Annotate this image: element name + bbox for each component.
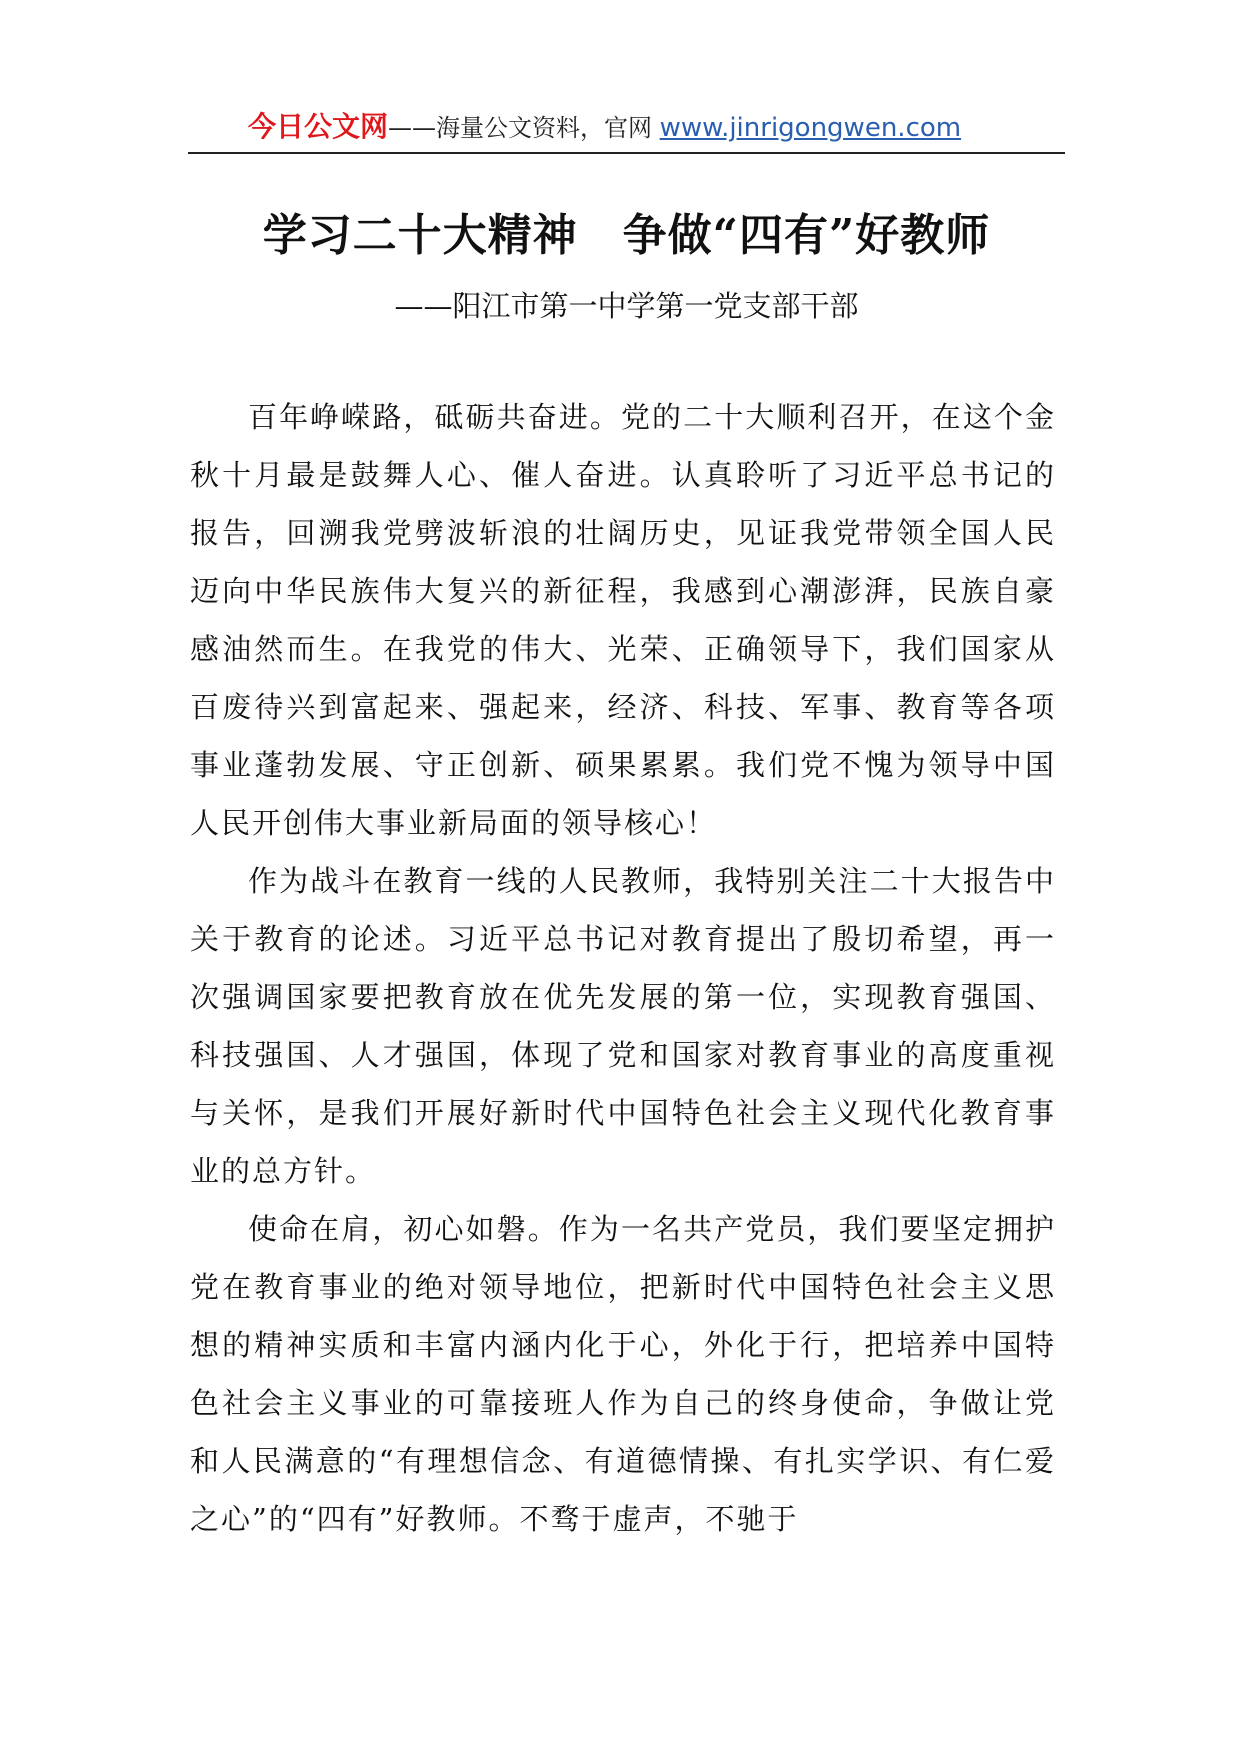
document-body [190, 388, 1056, 1548]
paragraph-2: 作为战斗在教育一线的人民教师，我特别关注二十大报告中关于教育的论述。习近平总书记对教育提出了殷切希望，再一次强调国家要把教育放在优先发展的第一位，实现教育强国、科技强国、人才强国，体现了党和国家对教育事业的高度重视与关怀，是我们开展好新时代中国特色社会主义现代化教育事业的总方针。 [190, 864, 1056, 1188]
document-subtitle: ——阳江市第一中学第一党支部干部 [394, 289, 859, 323]
site-tagline: ——海量公文资料，官网 [388, 114, 660, 142]
header-line [248, 110, 961, 145]
site-url-link[interactable]: www.jinrigongwen.com [659, 113, 962, 143]
document-title: 学习二十大精神 争做“四有”好教师 [262, 210, 991, 261]
page-header [188, 104, 1065, 154]
paragraph-1: 百年峥嵘路，砥砺共奋进。党的二十大顺利召开，在这个金秋十月最是鼓舞人心、催人奋进。认真聆听了习近平总书记的报告，回溯我党劈波斩浪的壮阔历史，见证我党带领全国人民迈向中华民族伟大复兴的新征程，我感到心潮澎湃，民族自豪感油然而生。在我党的伟大、光荣、正确领导下，我们国家从百废待兴到富起来、强起来，经济、科技、军事、教育等各项事业蓬勃发展、守正创新、硕果累累。我们党不愧为领导中国人民开创伟大事业新局面的领导核心！ [190, 400, 1056, 840]
site-brand: 今日公文网 [248, 110, 389, 143]
paragraph-3: 使命在肩，初心如磐。作为一名共产党员，我们要坚定拥护党在教育事业的绝对领导地位，把新时代中国特色社会主义思想的精神实质和丰富内涵内化于心，外化于行，把培养中国特色社会主义事业的可靠接班人作为自己的终身使命，争做让党和人民满意的“有理想信念、有道德情操、有扎实学识、有仁爱之心”的“四有”好教师。不骛于虚声，不驰于 [190, 1212, 1056, 1536]
